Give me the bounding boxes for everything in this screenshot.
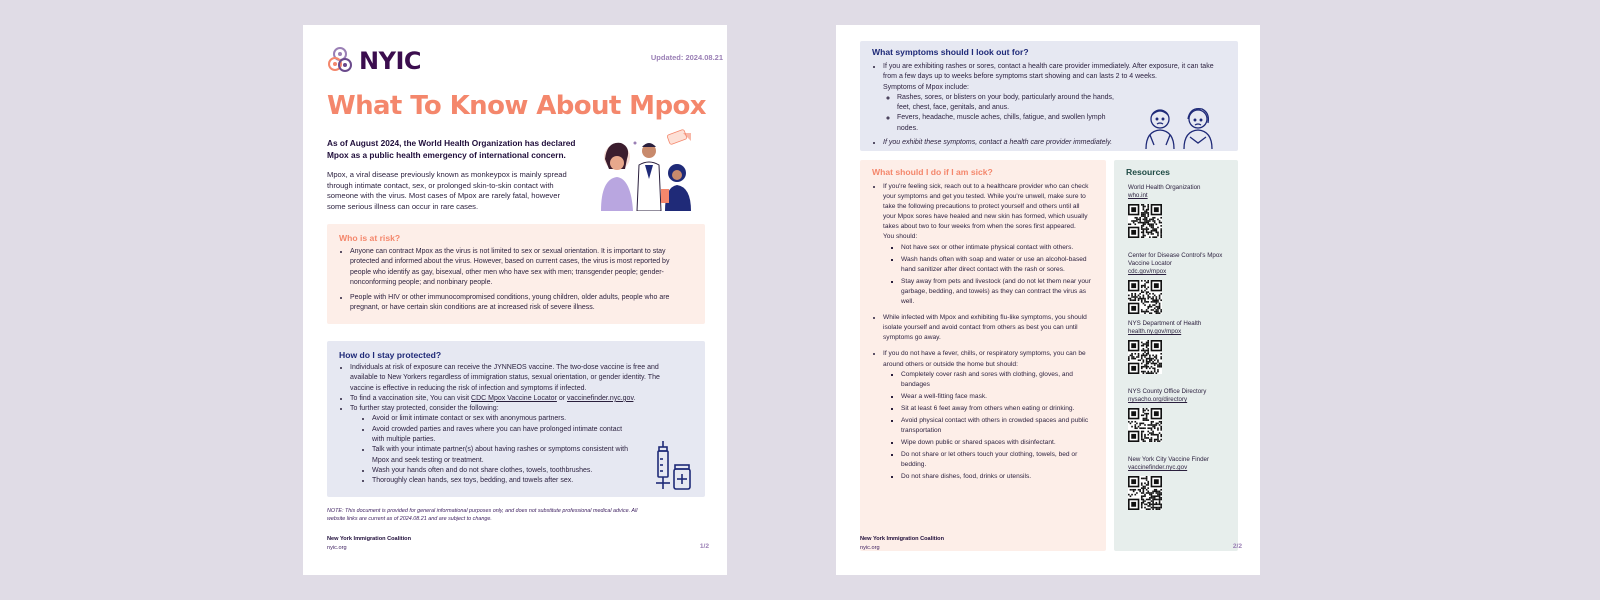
resource-name: World Health Organization <box>1128 184 1201 191</box>
page-number: 1/2 <box>699 543 709 550</box>
resource-name: NYS Department of Health <box>1128 320 1202 327</box>
sick-subitem: ▪ Do not share or let others touch your clothing, towels, bed or bedding. <box>901 450 1092 470</box>
lead-paragraph: As of August 2024, the World Health Organization has declared Mpox as a public health emergency of international concern. <box>327 138 576 160</box>
sick-subitem: ▪ Avoid physical contact with others in crowded spaces and public transportation <box>901 416 1092 436</box>
resource-link[interactable]: health.ny.gov/mpox <box>1128 328 1182 335</box>
qr-code-icon[interactable] <box>1128 204 1162 238</box>
footer-org: New York Immigration Coalition <box>327 536 412 542</box>
if-sick-section <box>860 160 1106 551</box>
footer-url[interactable]: nyic.org <box>327 545 347 551</box>
risk-heading: Who is at risk? <box>339 233 401 243</box>
vaccine-syringe-icon <box>653 439 693 491</box>
text-prefix: To find a vaccination site, You can visit <box>350 394 472 402</box>
footer-org: New York Immigration Coalition <box>860 536 945 542</box>
symptoms-section <box>860 41 1238 151</box>
protect-subitem: • Talk with your intimate partner(s) about having rashes or symptoms consistent with Mpox and seek testing or treatment. <box>372 445 679 466</box>
risk-item: • Anyone can contract Mpox as the virus is not limited to sex or sexual orientation. It is important to stay protected and informed about the virus. However, based on current cases, the virus is most reported by people who identify as gay, bisexual, other men who have sex with men; transgender people; gender-nonconforming people; and nonbinary people. <box>350 247 683 288</box>
resource-link[interactable]: nysacho.org/directory <box>1128 396 1188 403</box>
cdc-locator-link[interactable]: CDC Mpox Vaccine Locator <box>471 394 557 402</box>
resources-section <box>1114 160 1238 551</box>
resource-name: New York City Vaccine Finder <box>1128 456 1210 463</box>
qr-code-icon[interactable] <box>1128 280 1162 314</box>
qr-code-icon[interactable] <box>1128 340 1162 374</box>
protect-subitem: • Wash your hands often and do not share clothes, towels, toothbrushes. <box>372 466 679 476</box>
protect-item-text: To further stay protected, consider the following: <box>350 405 499 413</box>
updated-date: Updated: 2024.08.21 <box>650 53 723 62</box>
resources-list <box>1128 184 1232 524</box>
protect-item: • Individuals at risk of exposure can receive the JYNNEOS vaccine. The two-dose vaccine is free and available to New Yorkers regardless of immigration status, sexual orientation, or gender identity. The vaccine is effective in reducing the risk of infection and symptoms if infected. <box>350 363 679 394</box>
resource-item <box>1128 320 1232 388</box>
page-title: What To Know About Mpox <box>327 91 706 121</box>
protect-item-links <box>350 394 679 404</box>
sick-list <box>883 182 1092 489</box>
symptoms-subitem: ◦ Rashes, sores, or blisters on your body, particularly around the hands, feet, chest, face, genitals, and anus. <box>897 93 1118 114</box>
resource-item <box>1128 184 1232 252</box>
symptoms-heading: What symptoms should I look out for? <box>872 47 1029 57</box>
footer-url[interactable]: nyic.org <box>860 545 880 551</box>
intro-paragraph: Mpox, a viral disease previously known as monkeypox is mainly spread through intimate contact, sex, or prolonged skin-to-skin contact with someone with the virus. Most cases of Mpox are rarely fatal, however some serious illness can occur in rare cases. <box>327 170 567 211</box>
sick-subitem: ▪ Wash hands often with soap and water or use an alcohol-based hand sanitizer after direct contact with the rash or sores. <box>901 255 1092 275</box>
qr-code-icon[interactable] <box>1128 408 1162 442</box>
who-at-risk-section <box>327 224 705 324</box>
resources-heading: Resources <box>1126 167 1170 177</box>
protect-item <box>350 404 679 486</box>
people-illustration <box>595 129 703 211</box>
sick-sublist <box>901 243 1092 308</box>
resource-name: NYS County Office Directory <box>1128 388 1207 395</box>
stay-protected-section <box>327 341 705 497</box>
page-number: 2/2 <box>1232 543 1242 550</box>
resource-link[interactable]: who.int <box>1128 192 1148 199</box>
sick-item <box>883 182 1092 307</box>
disclaimer-note: NOTE: This document is provided for general informational purposes only, and does not substitute professional medical advice. All website links are current as of 2024.08.21 and are subject to change. <box>327 508 638 522</box>
sick-item: • While infected with Mpox and exhibiting flu-like symptoms, you should isolate yourself and avoid contact from others as best you can until symptoms go away. <box>883 313 1092 343</box>
text-mid: or <box>556 394 568 402</box>
protect-heading: How do I stay protected? <box>339 350 442 360</box>
nyic-logo <box>327 47 421 75</box>
sick-subitem: ▪ Sit at least 6 feet away from others when eating or drinking. <box>901 404 1092 414</box>
sick-you-should: You should: <box>883 233 918 241</box>
sick-subitem: ▪ Not have sex or other intimate physical contact with others. <box>901 243 1092 253</box>
symptoms-sublist <box>897 93 1118 134</box>
risk-item: • People with HIV or other immunocompromised conditions, young children, older adults, people who are pregnant, or have certain skin conditions are at increased risk of severe illness. <box>350 293 683 314</box>
document-page-2 <box>836 25 1260 575</box>
protect-sublist <box>372 414 679 486</box>
vaccinefinder-link[interactable]: vaccinefinder.nyc.gov <box>567 394 634 402</box>
protect-subitem: • Avoid crowded parties and raves where you can have prolonged intimate contact with multiple parties. <box>372 425 679 446</box>
protect-subitem: • Thoroughly clean hands, sex toys, bedding, and towels after sex. <box>372 476 679 486</box>
resource-link[interactable]: cdc.gov/mpox <box>1128 268 1167 275</box>
symptoms-item <box>883 62 1214 134</box>
protect-subitem: • Avoid or limit intimate contact or sex with anonymous partners. <box>372 414 679 424</box>
symptoms-item-text: • If you are exhibiting rashes or sores, contact a health care provider immediately. After exposure, it can take from a few days up to weeks before symptoms start showing and can lasts 2 to 4 weeks. <box>883 63 1214 81</box>
sick-subitem: ▪ Wear a well-fitting face mask. <box>901 392 1092 402</box>
symptoms-include-text: Symptoms of Mpox include: <box>883 83 969 91</box>
sick-subitem: ▪ Wipe down public or shared spaces with disinfectant. <box>901 438 1092 448</box>
sick-heading: What should I do if I am sick? <box>872 167 993 177</box>
sick-subitem: ▪ Stay away from pets and livestock (and do not let them near your garbage, bedding, and towels) as they can contract the virus as well. <box>901 277 1092 307</box>
resource-item <box>1128 456 1232 524</box>
logo-text: NYIC <box>359 47 422 75</box>
nyic-logo-icon <box>327 47 357 75</box>
sick-item <box>883 349 1092 482</box>
document-page-1 <box>303 25 727 575</box>
resource-link[interactable]: vaccinefinder.nyc.gov <box>1128 464 1188 471</box>
sick-subitem: ▪ Completely cover rash and sores with clothing, gloves, and bandages <box>901 370 1092 390</box>
protect-list <box>350 363 679 487</box>
symptoms-item: • If you exhibit these symptoms, contact a health care provider immediately. <box>883 138 1228 148</box>
sick-item-text: If you do not have a fever, chills, or respiratory symptoms, you can be around others or outside the home but should: <box>883 350 1086 368</box>
sick-subitem: ▪ Do not share dishes, food, drinks or utensils. <box>901 472 1092 482</box>
qr-code-icon[interactable] <box>1128 476 1162 510</box>
sick-sublist <box>901 370 1092 483</box>
sick-item-text: If you're feeling sick, reach out to a healthcare provider who can check your symptoms and get you tested. While you're unwell, make sure to take the following precautions to protect yourself and others until all your Mpox sores have healed and new skin has formed, which usually takes about two to four weeks from when the sores first appeared. <box>883 183 1089 231</box>
symptoms-subitem: ◦ Fevers, headache, muscle aches, chills, fatigue, and swollen lymph nodes. <box>897 113 1118 134</box>
resource-item <box>1128 388 1232 456</box>
risk-list <box>350 247 683 319</box>
resource-item <box>1128 252 1232 320</box>
sick-people-illustration <box>1140 105 1220 149</box>
symptoms-list <box>883 62 1214 148</box>
resource-name: Center for Disease Control's Mpox Vaccine Locator <box>1128 252 1223 267</box>
text-suffix: . <box>633 394 636 402</box>
